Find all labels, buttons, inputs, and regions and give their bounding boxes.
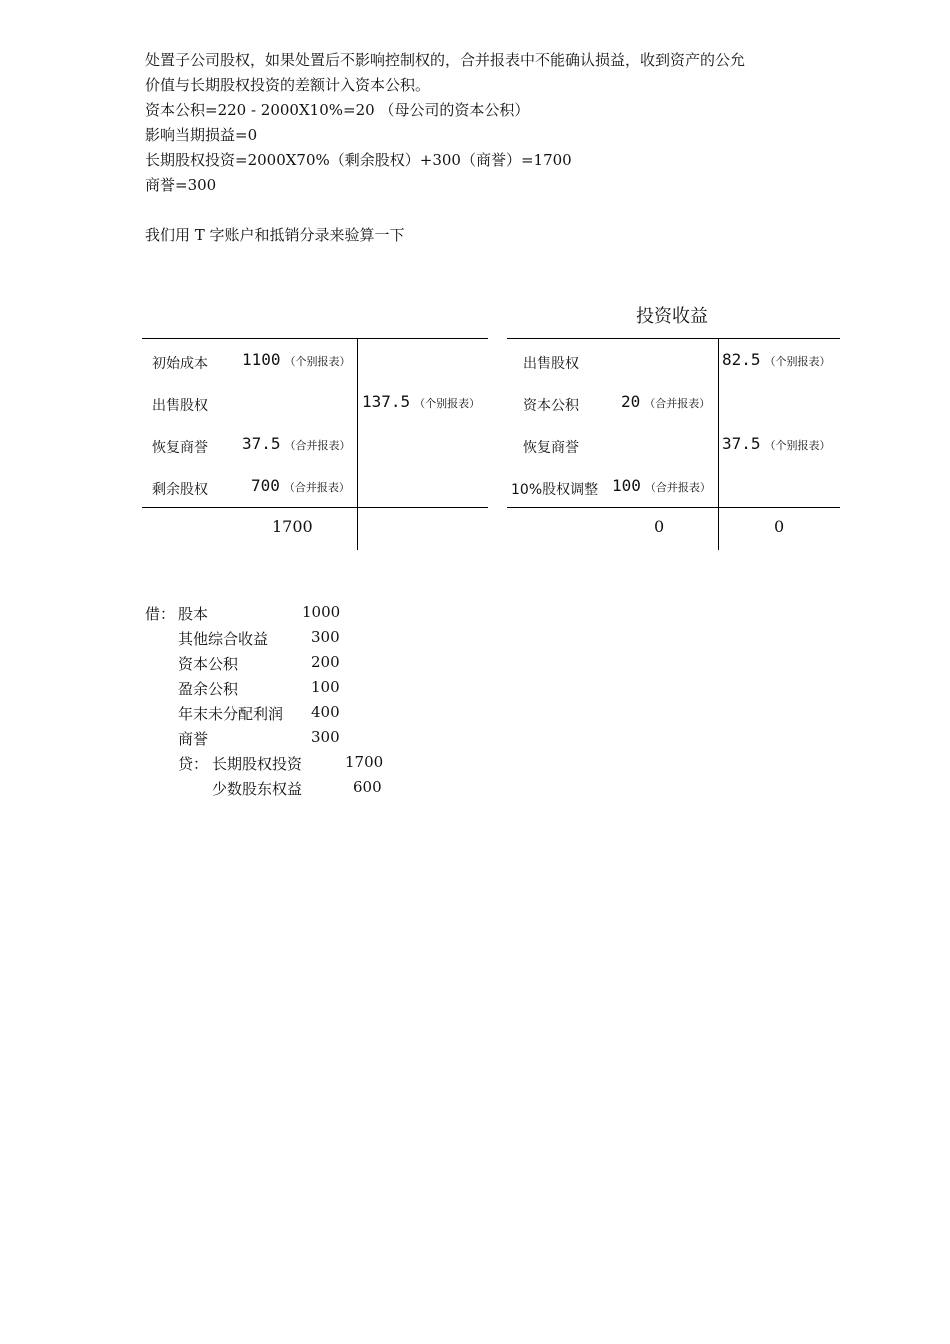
debit-amount: 100 （合并报表）: [612, 476, 711, 495]
debit-account: 盈余公积: [178, 680, 239, 698]
debit-amount: 300: [311, 728, 340, 746]
paragraph-line: 资本公积=220 - 2000X10%=20 （母公司的资本公积）: [145, 101, 530, 119]
debit-amount: 700 （合并报表）: [251, 476, 350, 495]
row-label: 恢复商誉: [523, 440, 579, 456]
debit-amount: 1100 （个别报表）: [242, 350, 351, 369]
debit-amount: 200: [311, 653, 340, 671]
debit-amount: 100: [311, 678, 340, 696]
paragraph-line: 商誉=300: [145, 176, 217, 194]
t-total-line: [142, 507, 488, 508]
row-label: 出售股权: [152, 398, 208, 414]
intro-text: 我们用 T 字账户和抵销分录来验算一下: [145, 226, 405, 244]
debit-amount: 300: [311, 628, 340, 646]
t-center-line: [718, 338, 719, 550]
debit-prefix: 借：: [145, 605, 176, 623]
paragraph-line: 价值与长期股权投资的差额计入资本公积。: [145, 76, 431, 94]
debit-account: 股本: [178, 605, 209, 623]
debit-total: 0: [654, 517, 665, 536]
credit-account: 长期股权投资: [212, 755, 303, 773]
row-label: 10%股权调整: [511, 482, 599, 498]
explanation-paragraph: [145, 48, 845, 198]
debit-amount: 1000: [302, 603, 341, 621]
credit-amount: 82.5 （个别报表）: [722, 350, 831, 369]
debit-total: 1700: [272, 517, 313, 536]
t-center-line: [357, 338, 358, 550]
t-top-line: [507, 338, 840, 339]
credit-total: 0: [774, 517, 785, 536]
debit-account: 其他综合收益: [178, 630, 269, 648]
paragraph-line: 影响当期损益=0: [145, 126, 258, 144]
row-label: 资本公积: [523, 398, 579, 414]
credit-amount: 1700: [345, 753, 384, 771]
row-label: 剩余股权: [152, 482, 208, 498]
credit-account: 少数股东权益: [212, 780, 303, 798]
row-label: 恢复商誉: [152, 440, 208, 456]
t-account-title: 投资收益: [636, 306, 708, 327]
paragraph-line: 处置子公司股权，如果处置后不影响控制权的，合并报表中不能确认损益，收到资产的公允: [145, 51, 746, 69]
credit-amount: 137.5 （个别报表）: [362, 392, 481, 411]
debit-account: 商誉: [178, 730, 209, 748]
t-total-line: [507, 507, 840, 508]
credit-amount: 600: [353, 778, 382, 796]
debit-account: 年末未分配利润: [178, 705, 284, 723]
row-label: 出售股权: [523, 356, 579, 372]
t-top-line: [142, 338, 488, 339]
credit-prefix: 贷：: [178, 755, 209, 773]
debit-amount: 400: [311, 703, 340, 721]
debit-account: 资本公积: [178, 655, 239, 673]
paragraph-line: 长期股权投资=2000X70%（剩余股权）+300（商誉）=1700: [145, 151, 572, 169]
row-label: 初始成本: [152, 356, 208, 372]
credit-amount: 37.5 （个别报表）: [722, 434, 831, 453]
debit-amount: 37.5 （合并报表）: [242, 434, 351, 453]
debit-amount: 20 （合并报表）: [621, 392, 711, 411]
